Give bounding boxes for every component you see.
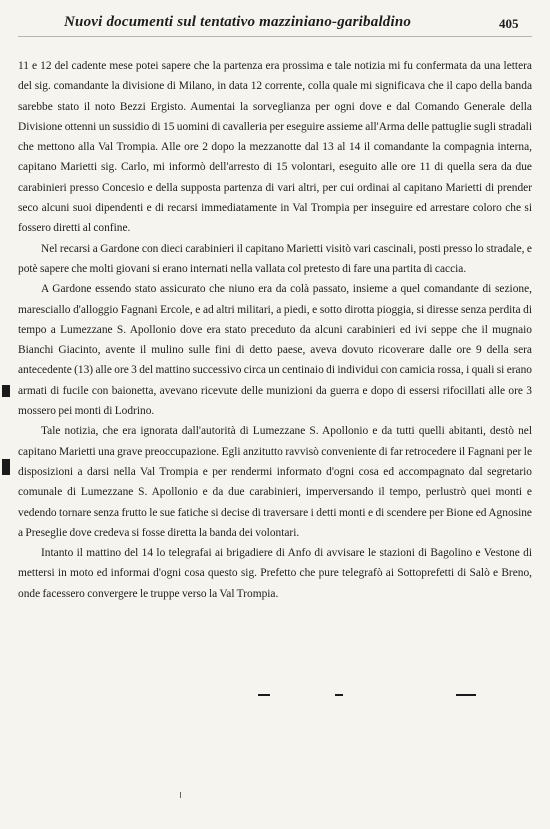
paragraph-4: Tale notizia, che era ignorata dall'autorità di Lumezzane S. Apollonio e da tutti quelli abitanti, destò nel capitano Marietti una grave preoccupazione. Egli anzitutto ravvisò conveniente di far retrocedere il Fagnani per le disposizioni a darsi nella Val Trompia e per rendermi informato d'ogni cosa ed accompagnato dal segretario comunale di Lumezzane S. Apollonio e da due carabinieri, imperversando il tempo, perlustrò quei monti e vedendo tornare senza frutto le sue fatiche si decise di traversare i detti monti e di scendere per Bione ed Agnosine a Preseglie dove credeva si fosse diretta la banda dei volontari. — [18, 425, 532, 539]
paragraph-5: Intanto il mattino del 14 lo telegrafai ai brigadiere di Anfo di avvisare le stazioni di Bagolino e Vestone di mettersi in moto ed informai d'ogni cosa questo sig. Prefetto che pure telegrafò ai Sottoprefetti di Salò e Breno, onde facessero convergere le truppe verso la Val Trompia. — [18, 547, 532, 600]
paragraph-2: Nel recarsi a Gardone con dieci carabinieri il capitano Marietti visitò vari cascinali, posti presso lo stradale, e potè sapere che molti giovani si erano internati nella vallata col pretesto di fare una partita di caccia. — [18, 242, 532, 275]
ink-tick — [180, 792, 181, 798]
paragraph-3: A Gardone essendo stato assicurato che niuno era da colà passato, insieme a quel comandante di sezione, maresciallo d'alloggio Fagnani Ercole, e ad altri militari, a piedi, e sotto dirotta pioggia, si diresse senza perdita di tempo a Lumezzane S. Apollonio dove era stato preceduto da alcuni carabinieri ed ivi seppe che il mugnaio Bianchi Giacinto, avente il mulino sulle fini di detto paese, aveva dovuto ricoverare dalle ore 9 della sera antecedente (13) alle ore 3 del mattino successivo circa un centinaio di individui con camicia rossa, i quali si erano armati di fucile con baionetta, avevano ricevute delle munizioni da guerra e dopo di essersi rifocillati alle ore 3 mossero pei monti di Lodrino. — [18, 283, 532, 418]
ink-dash — [335, 694, 343, 696]
ink-dash — [258, 694, 270, 696]
body-text — [18, 56, 532, 604]
margin-mark — [2, 459, 10, 475]
margin-mark — [2, 385, 10, 397]
header-rule — [18, 36, 532, 37]
paragraph-1: 11 e 12 del cadente mese potei sapere che la partenza era prossima e tale notizia mi fu confermata da una lettera del sig. comandante la divisione di Milano, in data 12 corrente, colla quale mi significava che il capo della banda sarebbe stato il noto Bezzi Ergisto. Aumentai la sorveglianza per ogni dove e dal Comando Generale della Divisione ottenni un sussidio di 15 uomini di cavalleria per eseguire assieme all'Arma delle pattuglie sugli stradali che mettono alla Val Trompia. Alle ore 2 dopo la mezzanotte dal 13 al 14 il comandante la compagnia interna, capitano Marietti sig. Carlo, mi informò dell'arresto di 15 volontari, eseguito alle ore 11 di quella sera da due carabinieri presso Concesio e della supposta partenza di vari altri, per cui ordinai al capitano Marietti di prender seco alcuni suoi dipendenti e di recarsi immediatamente in Val Trompia per inseguire ed arrestare coloro che si fossero diretti al confine. — [18, 60, 532, 235]
running-title: Nuovi documenti sul tentativo mazziniano-garibaldino — [64, 14, 412, 30]
page-number: 405 — [499, 16, 519, 31]
ink-dash — [456, 694, 476, 696]
running-header — [0, 14, 550, 36]
